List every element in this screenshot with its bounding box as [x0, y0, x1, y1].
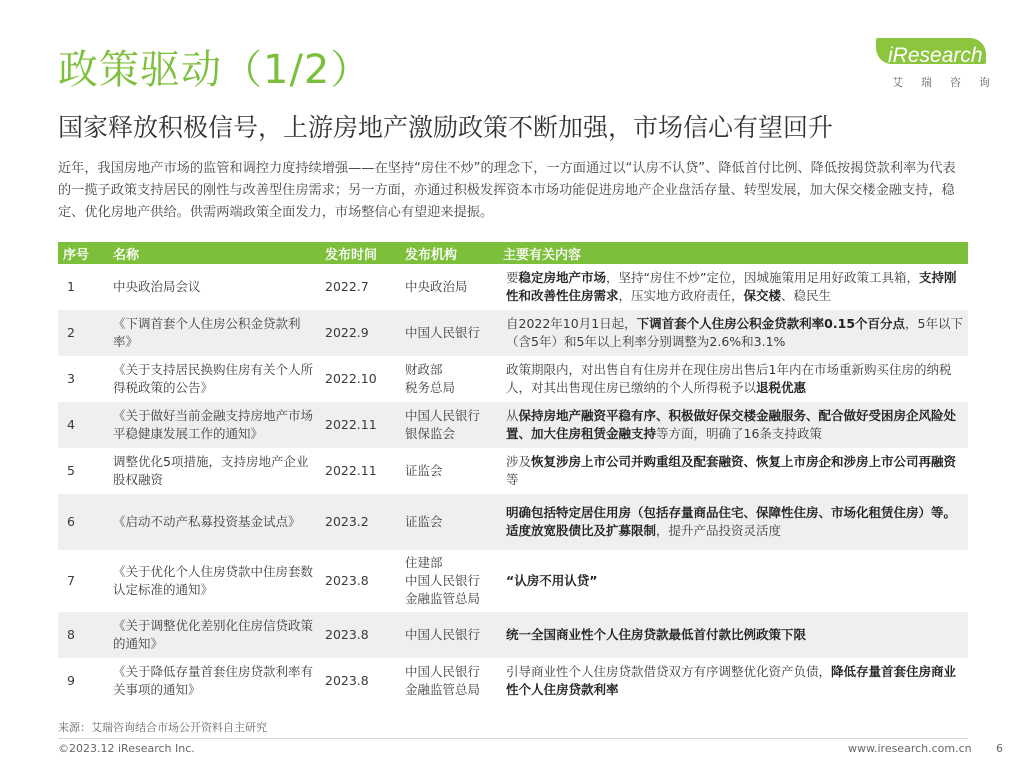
table-row	[58, 356, 968, 402]
header-date: 发布时间	[320, 242, 400, 264]
cell-org: 证监会	[400, 448, 498, 494]
table-header-row	[58, 242, 968, 264]
content-segment: ，坚持“房住不炒”定位，因城施策用足用好政策工具箱，	[606, 270, 919, 285]
source-note: 来源：艾瑞咨询结合市场公开资料自主研究	[58, 721, 267, 734]
cell-content	[498, 612, 968, 658]
content-segment: 等方面，明确了16条支持政策	[656, 426, 822, 441]
table-row	[58, 264, 968, 310]
content-segment: 从	[506, 408, 519, 423]
cell-name: 调整优化5项措施，支持房地产企业股权融资	[108, 448, 320, 494]
content-segment: 自2022年10月1日起，	[506, 316, 637, 331]
table-row	[58, 310, 968, 356]
footer-website: www.iresearch.com.cn	[848, 742, 972, 755]
content-segment: 涉及	[506, 454, 532, 469]
cell-name: 中央政治局会议	[108, 264, 320, 310]
table-row	[58, 612, 968, 658]
logo-badge	[876, 38, 986, 67]
header-content: 主要有关内容	[498, 242, 968, 264]
cell-content	[498, 494, 968, 550]
cell-no: 6	[58, 494, 108, 550]
header-name: 名称	[108, 242, 320, 264]
cell-name: 《关于调整优化差别化住房信贷政策的通知》	[108, 612, 320, 658]
content-segment: ，压实地方政府责任，	[618, 288, 744, 303]
cell-date: 2023.8	[320, 550, 400, 612]
iresearch-logo	[870, 32, 1008, 92]
header-org: 发布机构	[400, 242, 498, 264]
content-bold-segment: 恢复涉房上市公司并购重组及配套融资、恢复上市房企和涉房上市公司再融资	[531, 454, 957, 469]
cell-no: 9	[58, 658, 108, 704]
content-segment: 政策期限内，对出售自有住房并在现住房出售后1年内在市场重新购买住房的纳税人，对其出售现住房已缴纳的个人所得税予以	[506, 362, 952, 395]
cell-org: 中国人民银行 金融监管总局	[400, 658, 498, 704]
cell-org: 中国人民银行	[400, 310, 498, 356]
cell-org: 中央政治局	[400, 264, 498, 310]
cell-date: 2022.11	[320, 448, 400, 494]
logo-text: iResearch	[888, 44, 983, 67]
cell-org: 中国人民银行 银保监会	[400, 402, 498, 448]
cell-date: 2023.2	[320, 494, 400, 550]
content-segment: 等	[506, 472, 519, 487]
cell-name: 《启动不动产私募投资基金试点》	[108, 494, 320, 550]
cell-date: 2022.10	[320, 356, 400, 402]
cell-no: 3	[58, 356, 108, 402]
cell-content	[498, 264, 968, 310]
content-segment: 引导商业性个人住房贷款借贷双方有序调整优化资产负债，	[506, 664, 832, 679]
cell-content	[498, 658, 968, 704]
cell-date: 2022.7	[320, 264, 400, 310]
cell-name: 《关于优化个人住房贷款中住房套数认定标准的通知》	[108, 550, 320, 612]
table-row	[58, 550, 968, 612]
table-row	[58, 494, 968, 550]
content-bold-segment: 保持房地产融资平稳有序、积极做好保交楼金融服务、配合做好受困房企风险处置、加大住房租赁金融支持	[506, 408, 957, 441]
cell-org: 证监会	[400, 494, 498, 550]
content-bold-segment: 退税优惠	[756, 380, 807, 395]
content-bold-segment: 统一全国商业性个人住房贷款最低首付款比例政策下限	[506, 627, 807, 642]
content-segment: 要	[506, 270, 519, 285]
cell-no: 1	[58, 264, 108, 310]
content-segment: 、稳民生	[781, 288, 832, 303]
logo-subtext: 艾瑞咨询	[892, 76, 1008, 89]
cell-name: 《关于做好当前金融支持房地产市场平稳健康发展工作的通知》	[108, 402, 320, 448]
page-title: 政策驱动（1/2）	[58, 47, 372, 93]
table-row	[58, 402, 968, 448]
content-bold-segment: 明确包括特定居住用房（包括存量商品住宅、保障性住房、市场化租赁住房）等。适度放宽股债比及扩募限制	[506, 505, 957, 538]
content-bold-segment: 稳定房地产市场	[518, 270, 607, 285]
table-row	[58, 448, 968, 494]
content-bold-segment: 保交楼	[743, 288, 782, 303]
cell-content	[498, 356, 968, 402]
cell-content	[498, 402, 968, 448]
cell-content	[498, 448, 968, 494]
cell-content	[498, 310, 968, 356]
cell-no: 5	[58, 448, 108, 494]
cell-org: 中国人民银行	[400, 612, 498, 658]
content-bold-segment: “认房不用认贷”	[506, 573, 598, 588]
cell-date: 2022.9	[320, 310, 400, 356]
content-segment: ，提升产品投资灵活度	[656, 523, 782, 538]
content-bold-segment: 下调首套个人住房公积金贷款利率0.15个百分点	[636, 316, 906, 331]
cell-content	[498, 550, 968, 612]
cell-name: 《关于降低存量首套住房贷款利率有关事项的通知》	[108, 658, 320, 704]
page-subtitle: 国家释放积极信号，上游房地产激励政策不断加强，市场信心有望回升	[58, 113, 834, 142]
footer-divider	[58, 738, 968, 739]
cell-no: 8	[58, 612, 108, 658]
cell-name: 《关于支持居民换购住房有关个人所得税政策的公告》	[108, 356, 320, 402]
cell-no: 7	[58, 550, 108, 612]
cell-name: 《下调首套个人住房公积金贷款利率》	[108, 310, 320, 356]
cell-no: 2	[58, 310, 108, 356]
cell-no: 4	[58, 402, 108, 448]
footer-copyright: ©2023.12 iResearch Inc.	[58, 742, 195, 755]
content-bold-segment: 降低存量首套住房商业性个人住房贷款利率	[506, 664, 957, 697]
table-row	[58, 658, 968, 704]
intro-paragraph: 近年，我国房地产市场的监管和调控力度持续增强——在坚持“房住不炒”的理念下，一方面通过以“认房不认贷”、降低首付比例、降低按揭贷款利率为代表的一揽子政策支持居民的刚性与改善型住房需求；另一方面，亦通过积极发挥资本市场功能促进房地产企业盘活存量、转型发展，加大保交楼金融支持，稳定、优化房地产供给。供需两端政策全面发力，市场整信心有望迎来提振。	[58, 161, 956, 220]
content-bold-segment: 支持刚性和改善性住房需求	[506, 270, 957, 303]
content-segment: ，5年以下（含5年）和5年以上利率分别调整为2.6%和3.1%	[506, 316, 963, 349]
cell-org: 财政部 税务总局	[400, 356, 498, 402]
cell-org: 住建部 中国人民银行 金融监管总局	[400, 550, 498, 612]
cell-date: 2022.11	[320, 402, 400, 448]
page-number: 6	[996, 742, 1003, 755]
cell-date: 2023.8	[320, 612, 400, 658]
cell-date: 2023.8	[320, 658, 400, 704]
header-no: 序号	[58, 242, 108, 264]
policy-table	[58, 242, 968, 704]
